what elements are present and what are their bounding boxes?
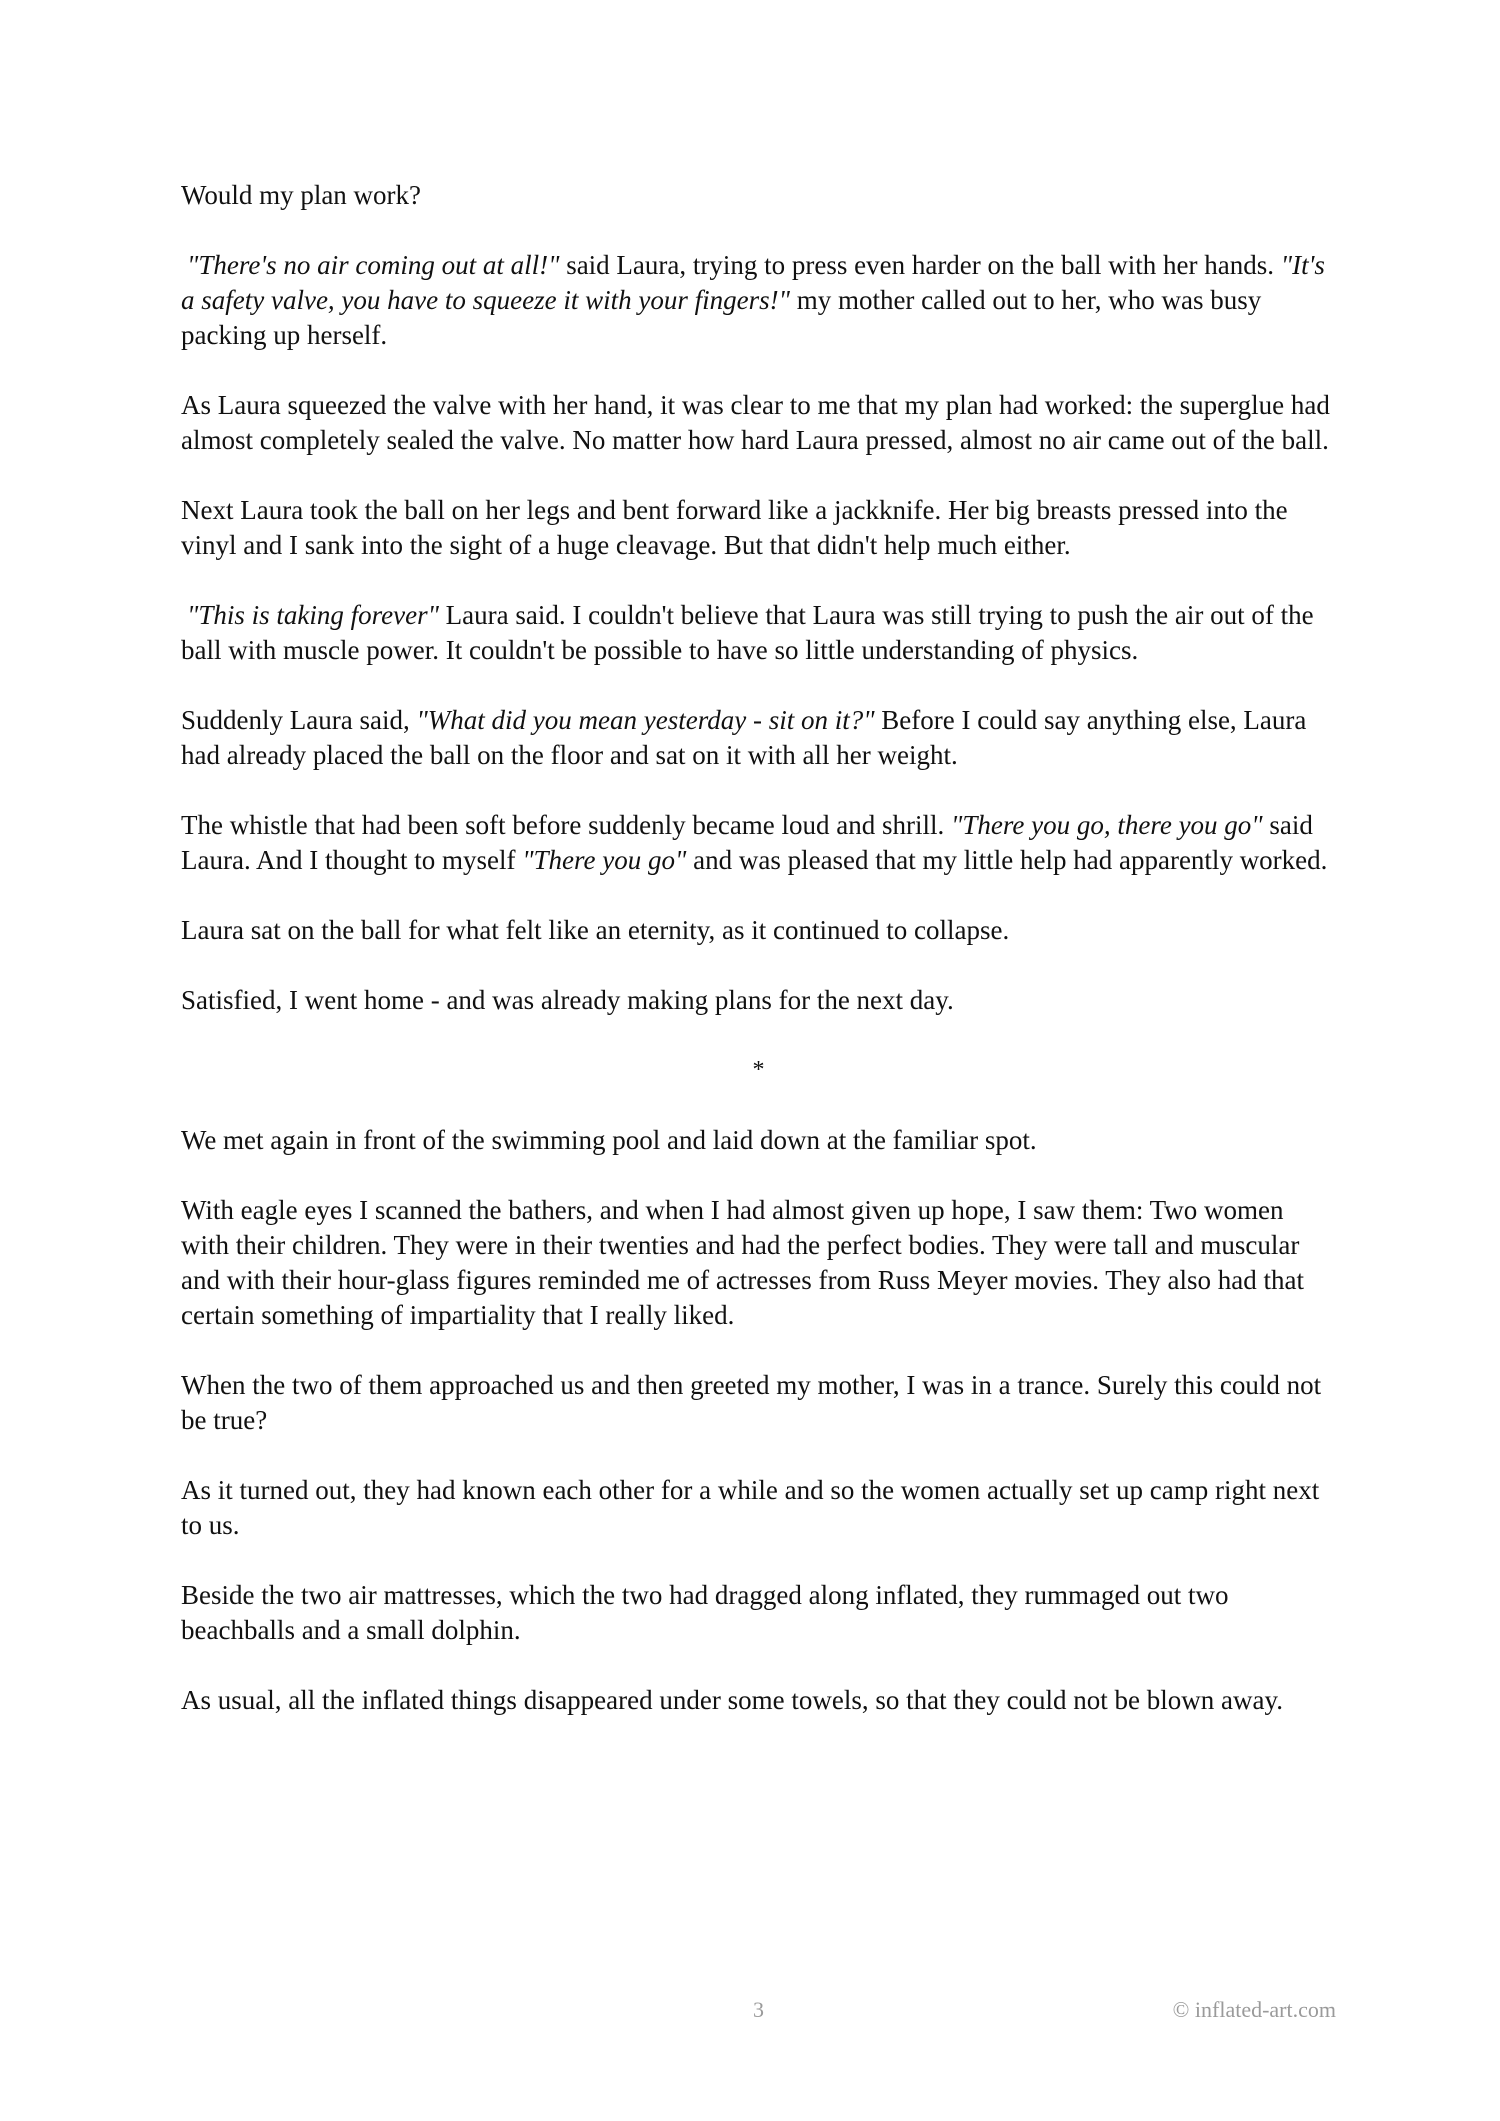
paragraph [181, 983, 1336, 1018]
italic-quote: "What did you mean yesterday - sit on it?" [416, 705, 875, 735]
text-run: said Laura, trying to press even harder on the ball with her hands. [559, 250, 1281, 280]
paragraph [181, 598, 1336, 668]
text-run: my mother called out to her, who was busy packing up herself. [181, 285, 1262, 350]
paragraph [181, 1368, 1336, 1438]
paragraph [181, 178, 1336, 213]
paragraph [181, 1578, 1336, 1648]
copyright-notice: © inflated-art.com [1172, 1997, 1336, 2022]
text-run: Would my plan work? [181, 180, 422, 210]
text-run: As Laura squeezed the valve with her hand, it was clear to me that my plan had worked: the superglue had almost completely sealed the valve. No matter how hard Laura pressed, almost no air came out of the ball. [181, 390, 1330, 455]
italic-quote: "It's a safety valve, you have to squeeze it with your fingers!" [181, 250, 1325, 315]
text-run: When the two of them approached us and then greeted my mother, I was in a trance. Surely this could not be true? [181, 1370, 1322, 1435]
text-run: Next Laura took the ball on her legs and bent forward like a jackknife. Her big breasts pressed into the vinyl and I sank into the sight of a huge cleavage. But that didn't help much either. [181, 495, 1288, 560]
text-run: Laura sat on the ball for what felt like an eternity, as it continued to collapse. [181, 915, 1010, 945]
text-run: With eagle eyes I scanned the bathers, and when I had almost given up hope, I saw them: Two women with their children. They were in their twenties and had the perfect bodies. They were tall and muscular and with their hour-glass figures reminded me of actresses from Russ Meyer movies. They also had that certain something of impartiality that I really liked. [181, 1195, 1304, 1330]
text-run: and was pleased that my little help had apparently worked. [686, 845, 1328, 875]
paragraph [181, 248, 1336, 353]
text-run: Laura said. I couldn't believe that Laura was still trying to push the air out of the ball with muscle power. It couldn't be possible to have so little understanding of physics. [181, 600, 1314, 665]
text-run: The whistle that had been soft before suddenly became loud and shrill. [181, 810, 952, 840]
text-run: Before I could say anything else, Laura had already placed the ball on the floor and sat on it with all her weight. [181, 705, 1307, 770]
paragraphs-after-separator [181, 1123, 1336, 1718]
text-run: Beside the two air mattresses, which the two had dragged along inflated, they rummaged out two beachballs and a small dolphin. [181, 1580, 1229, 1645]
italic-quote: "This is taking forever" [187, 600, 439, 630]
paragraph [181, 1193, 1336, 1333]
paragraph [181, 808, 1336, 878]
page-footer [181, 1995, 1336, 2025]
paragraph [181, 913, 1336, 948]
text-run: As it turned out, they had known each other for a while and so the women actually set up camp right next to us. [181, 1475, 1320, 1540]
italic-quote: "There you go, there you go" [951, 810, 1263, 840]
text-run: We met again in front of the swimming pool and laid down at the familiar spot. [181, 1125, 1037, 1155]
paragraph [181, 493, 1336, 563]
text-run: Satisfied, I went home - and was already making plans for the next day. [181, 985, 954, 1015]
paragraph [181, 1473, 1336, 1543]
section-separator: * [752, 1057, 765, 1083]
paragraph [181, 388, 1336, 458]
text-run: said Laura. And I thought to myself [181, 810, 1313, 875]
paragraphs-before-separator [181, 178, 1336, 1018]
italic-quote: "There's no air coming out at all!" [187, 250, 560, 280]
document-body [181, 178, 1336, 1753]
page-number: 3 [753, 1997, 764, 2022]
text-run: Suddenly Laura said, [181, 705, 417, 735]
text-run: As usual, all the inflated things disappeared under some towels, so that they could not be blown away. [181, 1685, 1284, 1715]
paragraph [181, 703, 1336, 773]
paragraph [181, 1683, 1336, 1718]
paragraph [181, 1123, 1336, 1158]
italic-quote: "There you go" [522, 845, 687, 875]
